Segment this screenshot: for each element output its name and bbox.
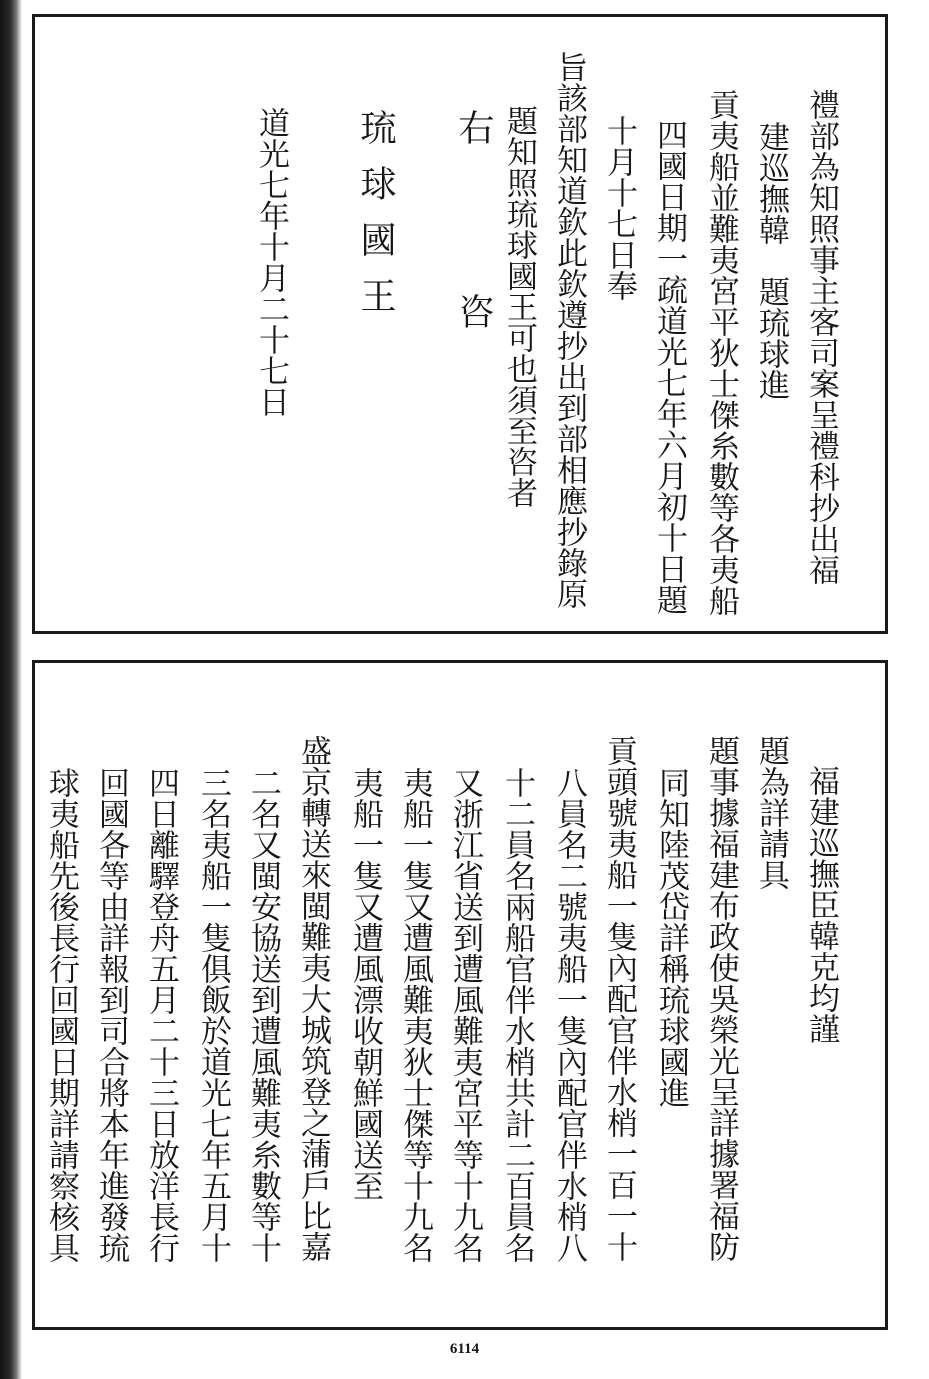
text-column: 建巡撫韓 題琉球進	[753, 121, 789, 400]
text-column: 題為詳請具	[753, 735, 789, 890]
document-panel-top	[32, 14, 888, 634]
page-number: 6114	[449, 1341, 480, 1357]
text-column: 又浙江省送到遭風難夷宮平等十九名	[447, 767, 483, 1263]
text-column: 琉球國王	[355, 109, 396, 333]
text-column: 同知陸茂岱詳稱琉球國進	[653, 767, 689, 1108]
text-column: 福建巡撫臣韓克均謹	[803, 765, 839, 1044]
text-column: 四日離驛登舟五月二十三日放洋長行	[143, 767, 179, 1263]
text-column: 旨該部知道欽此欽遵抄出到部相應抄錄原	[551, 51, 587, 609]
document-panel-bottom	[32, 660, 888, 1330]
text-column: 四國日期一疏道光七年六月初十日題	[651, 119, 687, 615]
text-column: 題事據福建布政使吳榮光呈詳據署福防	[703, 735, 739, 1262]
text-column: 題知照琉球國王可也須至咨者	[501, 105, 537, 508]
text-column: 十二員名兩船官伴水梢共計二百員名	[499, 767, 535, 1263]
text-column: 夷船一隻又遭風難夷狄士傑等十九名	[397, 767, 433, 1263]
book-binding-shadow	[0, 0, 22, 1379]
text-column: 盛京轉送來閩難夷大城筑登之蒲戶比嘉	[295, 735, 331, 1262]
text-column: 三名夷船一隻俱飯於道光七年五月十	[195, 767, 231, 1263]
text-column: 回國各等由詳報到司合將本年進發琉	[93, 767, 129, 1263]
text-column: 夷船一隻又遭風漂收朝鮮國送至	[347, 767, 383, 1201]
text-column: 貢頭號夷船一隻內配官伴水梢一百一十	[601, 735, 637, 1262]
text-column: 右	[453, 109, 494, 149]
text-column: 道光七年十月二十七日	[253, 107, 289, 417]
text-column: 咨	[453, 293, 494, 333]
text-column: 八員名二號夷船一隻內配官伴水梢八	[551, 767, 587, 1263]
text-column: 貢夷船並難夷宮平狄士傑糸數等各夷船	[703, 89, 739, 616]
text-column: 禮部為知照事主客司案呈禮科抄出福	[803, 89, 839, 585]
text-column: 球夷船先後長行回國日期詳請察核具	[43, 767, 79, 1263]
text-column: 二名又閩安協送到遭風難夷糸數等十	[245, 767, 281, 1263]
text-column: 十月十七日奉	[601, 115, 637, 301]
